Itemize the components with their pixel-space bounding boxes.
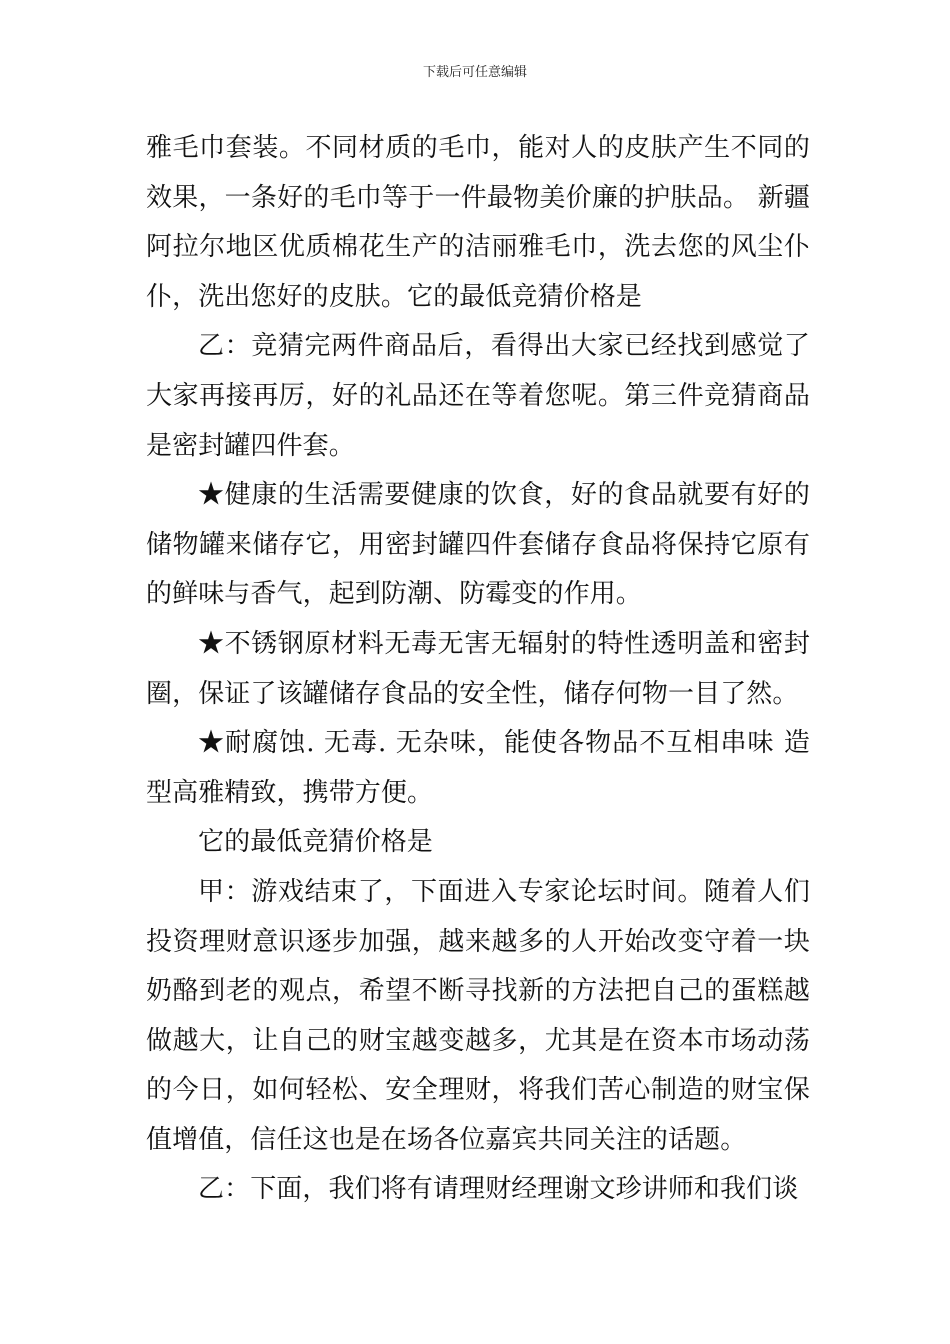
paragraph-1: 雅毛巾套装。不同材质的毛巾，能对人的皮肤产生不同的效果，一条好的毛巾等于一件最物美价廉的护肤品。 新疆阿拉尔地区优质棉花生产的洁丽雅毛巾，洗去您的风尘仆仆，洗出您好的皮肤。它的最低竞猜价格是 — [146, 133, 810, 312]
page-header: 下载后可任意编辑 — [422, 65, 527, 80]
paragraph-8: 乙：下面，我们将有请理财经理谢文珍讲师和我们谈 — [198, 1174, 799, 1205]
paragraph-6: 它的最低竞猜价格是 — [198, 827, 433, 858]
paragraph-4: ★不锈钢原材料无毒无害无辐射的特性透明盖和密封圈，保证了该罐储存食品的安全性，储存何物一目了然。 — [146, 628, 810, 709]
paragraph-3: ★健康的生活需要健康的饮食，好的食品就要有好的储物罐来储存它，用密封罐四件套储存食品将保持它原有的鲜味与香气，起到防潮、防霉变的作用。 — [146, 480, 810, 610]
document-body — [146, 124, 810, 1215]
paragraph-2: 乙：竞猜完两件商品后，看得出大家已经找到感觉了大家再接再厉，好的礼品还在等着您呢。第三件竞猜商品是密封罐四件套。 — [146, 331, 810, 461]
paragraph-7: 甲：游戏结束了，下面进入专家论坛时间。随着人们投资理财意识逐步加强，越来越多的人开始改变守着一块奶酪到老的观点，希望不断寻找新的方法把自己的蛋糕越做越大，让自己的财宝越变越多，尤其是在资本市场动荡的今日，如何轻松、安全理财，将我们苦心制造的财宝保值增值，信任这也是在场各位嘉宾共同关注的话题。 — [146, 876, 810, 1155]
paragraph-5: ★耐腐蚀. 无毒. 无杂味，能使各物品不互相串味 造型高雅精致，携带方便。 — [146, 728, 810, 808]
